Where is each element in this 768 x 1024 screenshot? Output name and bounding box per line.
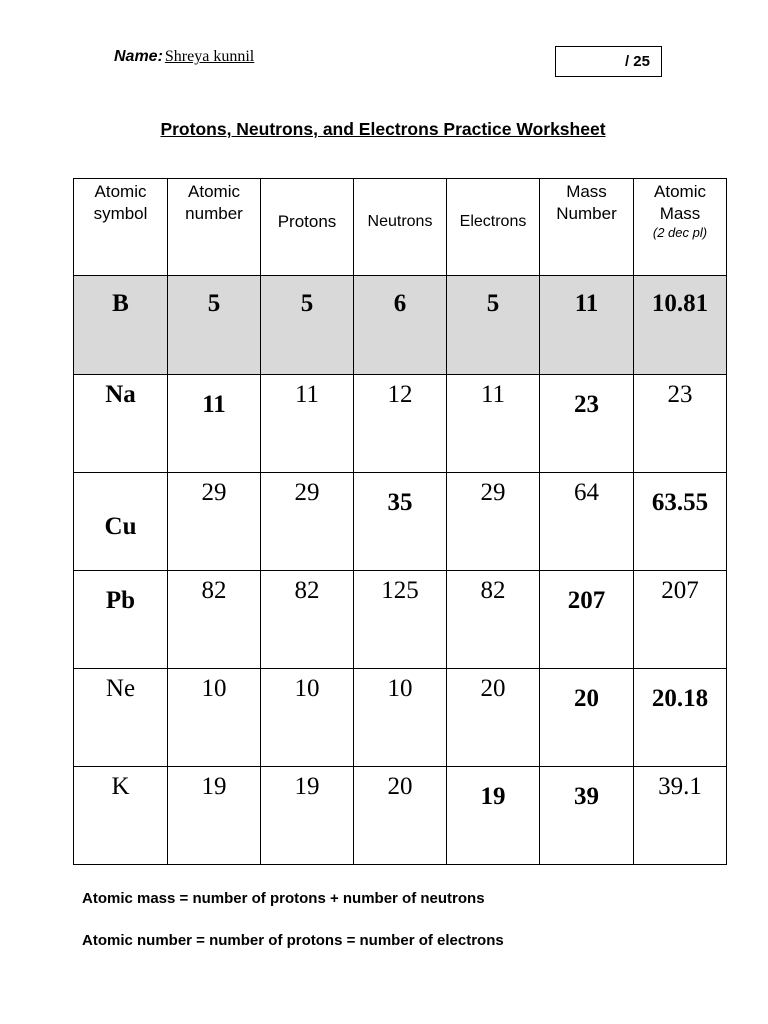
- table-cell: [168, 767, 261, 865]
- cell-value: 20.18: [651, 685, 709, 712]
- table-row: [74, 473, 727, 571]
- table-cell: [168, 669, 261, 767]
- table-cell: [447, 375, 540, 473]
- table-cell: [634, 571, 727, 669]
- header-mass-number: [540, 179, 634, 276]
- cell-value: 5: [486, 290, 500, 317]
- table-cell: [634, 276, 727, 375]
- table-row: [74, 571, 727, 669]
- table-cell: [354, 767, 447, 865]
- cell-value: 11: [574, 290, 599, 317]
- table-cell: [354, 473, 447, 571]
- cell-value: 20: [574, 685, 599, 712]
- table-cell: [447, 571, 540, 669]
- header-neutrons: [354, 179, 447, 276]
- name-value: Shreya kunnil: [164, 48, 255, 65]
- header-line: Mass: [659, 204, 701, 223]
- table-cell: [261, 375, 354, 473]
- cell-value: 64: [574, 479, 599, 506]
- cell-value: 20: [387, 773, 413, 800]
- table-cell: [540, 375, 634, 473]
- header-electrons: [447, 179, 540, 276]
- score-box: / 25: [555, 46, 662, 77]
- header-protons: [261, 179, 354, 276]
- cell-value: 6: [393, 290, 407, 317]
- table-cell: [74, 571, 168, 669]
- table-row: [74, 767, 727, 865]
- cell-value: 23: [574, 391, 599, 418]
- table-cell: [74, 375, 168, 473]
- header-line: symbol: [93, 204, 148, 223]
- header-line: Atomic: [654, 182, 706, 201]
- table-cell: [74, 767, 168, 865]
- table-cell: [74, 276, 168, 375]
- cell-value: 10: [387, 675, 413, 702]
- table-cell: [168, 571, 261, 669]
- cell-value: 82: [201, 577, 227, 604]
- table-cell: [540, 571, 634, 669]
- table-cell: [168, 473, 261, 571]
- table-cell: [74, 473, 168, 571]
- table-cell: [447, 473, 540, 571]
- header-atomic-symbol: [74, 179, 168, 276]
- cell-value: Pb: [105, 587, 136, 614]
- table-row: [74, 669, 727, 767]
- cell-value: 82: [294, 577, 320, 604]
- note-atomic-number: Atomic number = number of protons = number of electrons: [82, 932, 504, 949]
- cell-value: 20: [480, 675, 506, 702]
- table-cell: [261, 669, 354, 767]
- header-atomic-number: [168, 179, 261, 276]
- header-line: Number: [556, 204, 617, 223]
- cell-value: 23: [667, 381, 693, 408]
- cell-value: 207: [567, 587, 606, 614]
- cell-value: 11: [480, 381, 506, 408]
- table-cell: [540, 276, 634, 375]
- cell-value: 11: [294, 381, 320, 408]
- table-cell: [168, 276, 261, 375]
- header-row: [74, 179, 727, 276]
- cell-value: 11: [202, 391, 226, 418]
- table-cell: [540, 767, 634, 865]
- cell-value: 63.55: [651, 489, 709, 516]
- table-cell: [74, 669, 168, 767]
- cell-value: 10: [201, 675, 227, 702]
- cell-value: 10.81: [651, 290, 709, 317]
- cell-value: 35: [387, 489, 413, 516]
- cell-value: K: [111, 773, 130, 800]
- header-line: Atomic: [94, 182, 147, 201]
- table-cell: [261, 473, 354, 571]
- cell-value: 19: [201, 773, 227, 800]
- table-cell: [354, 276, 447, 375]
- cell-value: 125: [381, 577, 419, 604]
- table-cell: [354, 571, 447, 669]
- header-atomic-mass: [634, 179, 727, 276]
- table-cell: [447, 276, 540, 375]
- cell-value: 29: [294, 479, 320, 506]
- table-cell: [354, 669, 447, 767]
- header-line: Mass: [566, 182, 607, 201]
- table-row: [74, 276, 727, 375]
- table-cell: [447, 669, 540, 767]
- cell-value: 207: [661, 577, 699, 604]
- student-name-line: [114, 48, 254, 66]
- header-note: (2 dec pl): [652, 225, 708, 240]
- table-cell: [168, 375, 261, 473]
- table-cell: [540, 669, 634, 767]
- table-cell: [354, 375, 447, 473]
- cell-value: Cu: [104, 513, 137, 540]
- table-cell: [447, 767, 540, 865]
- note-atomic-mass: Atomic mass = number of protons + number of neutrons: [82, 890, 485, 907]
- cell-value: 29: [201, 479, 227, 506]
- cell-value: 29: [480, 479, 506, 506]
- cell-value: 82: [480, 577, 506, 604]
- cell-value: 19: [480, 783, 506, 810]
- table-row: [74, 375, 727, 473]
- name-label: Name:: [114, 48, 163, 65]
- table-cell: [540, 473, 634, 571]
- table-cell: [261, 767, 354, 865]
- header-line: Electrons: [459, 213, 527, 230]
- table-cell: [634, 375, 727, 473]
- worksheet-title: Protons, Neutrons, and Electrons Practice Worksheet: [160, 119, 606, 139]
- header-line: Protons: [277, 212, 337, 231]
- cell-value: Ne: [105, 675, 136, 702]
- table-cell: [261, 571, 354, 669]
- cell-value: Na: [105, 381, 136, 408]
- cell-value: 39: [574, 783, 599, 810]
- cell-value: 12: [387, 381, 413, 408]
- table-cell: [634, 669, 727, 767]
- cell-value: B: [112, 290, 129, 317]
- worksheet-table: [73, 178, 727, 865]
- table-cell: [634, 473, 727, 571]
- cell-value: 39.1: [658, 773, 702, 800]
- cell-value: 10: [294, 675, 320, 702]
- cell-value: 5: [207, 290, 221, 317]
- header-line: Neutrons: [367, 213, 433, 230]
- cell-value: 5: [300, 290, 314, 317]
- cell-value: 19: [294, 773, 320, 800]
- table-cell: [634, 767, 727, 865]
- header-line: Atomic: [188, 182, 240, 201]
- header-line: number: [185, 204, 243, 223]
- table-cell: [261, 276, 354, 375]
